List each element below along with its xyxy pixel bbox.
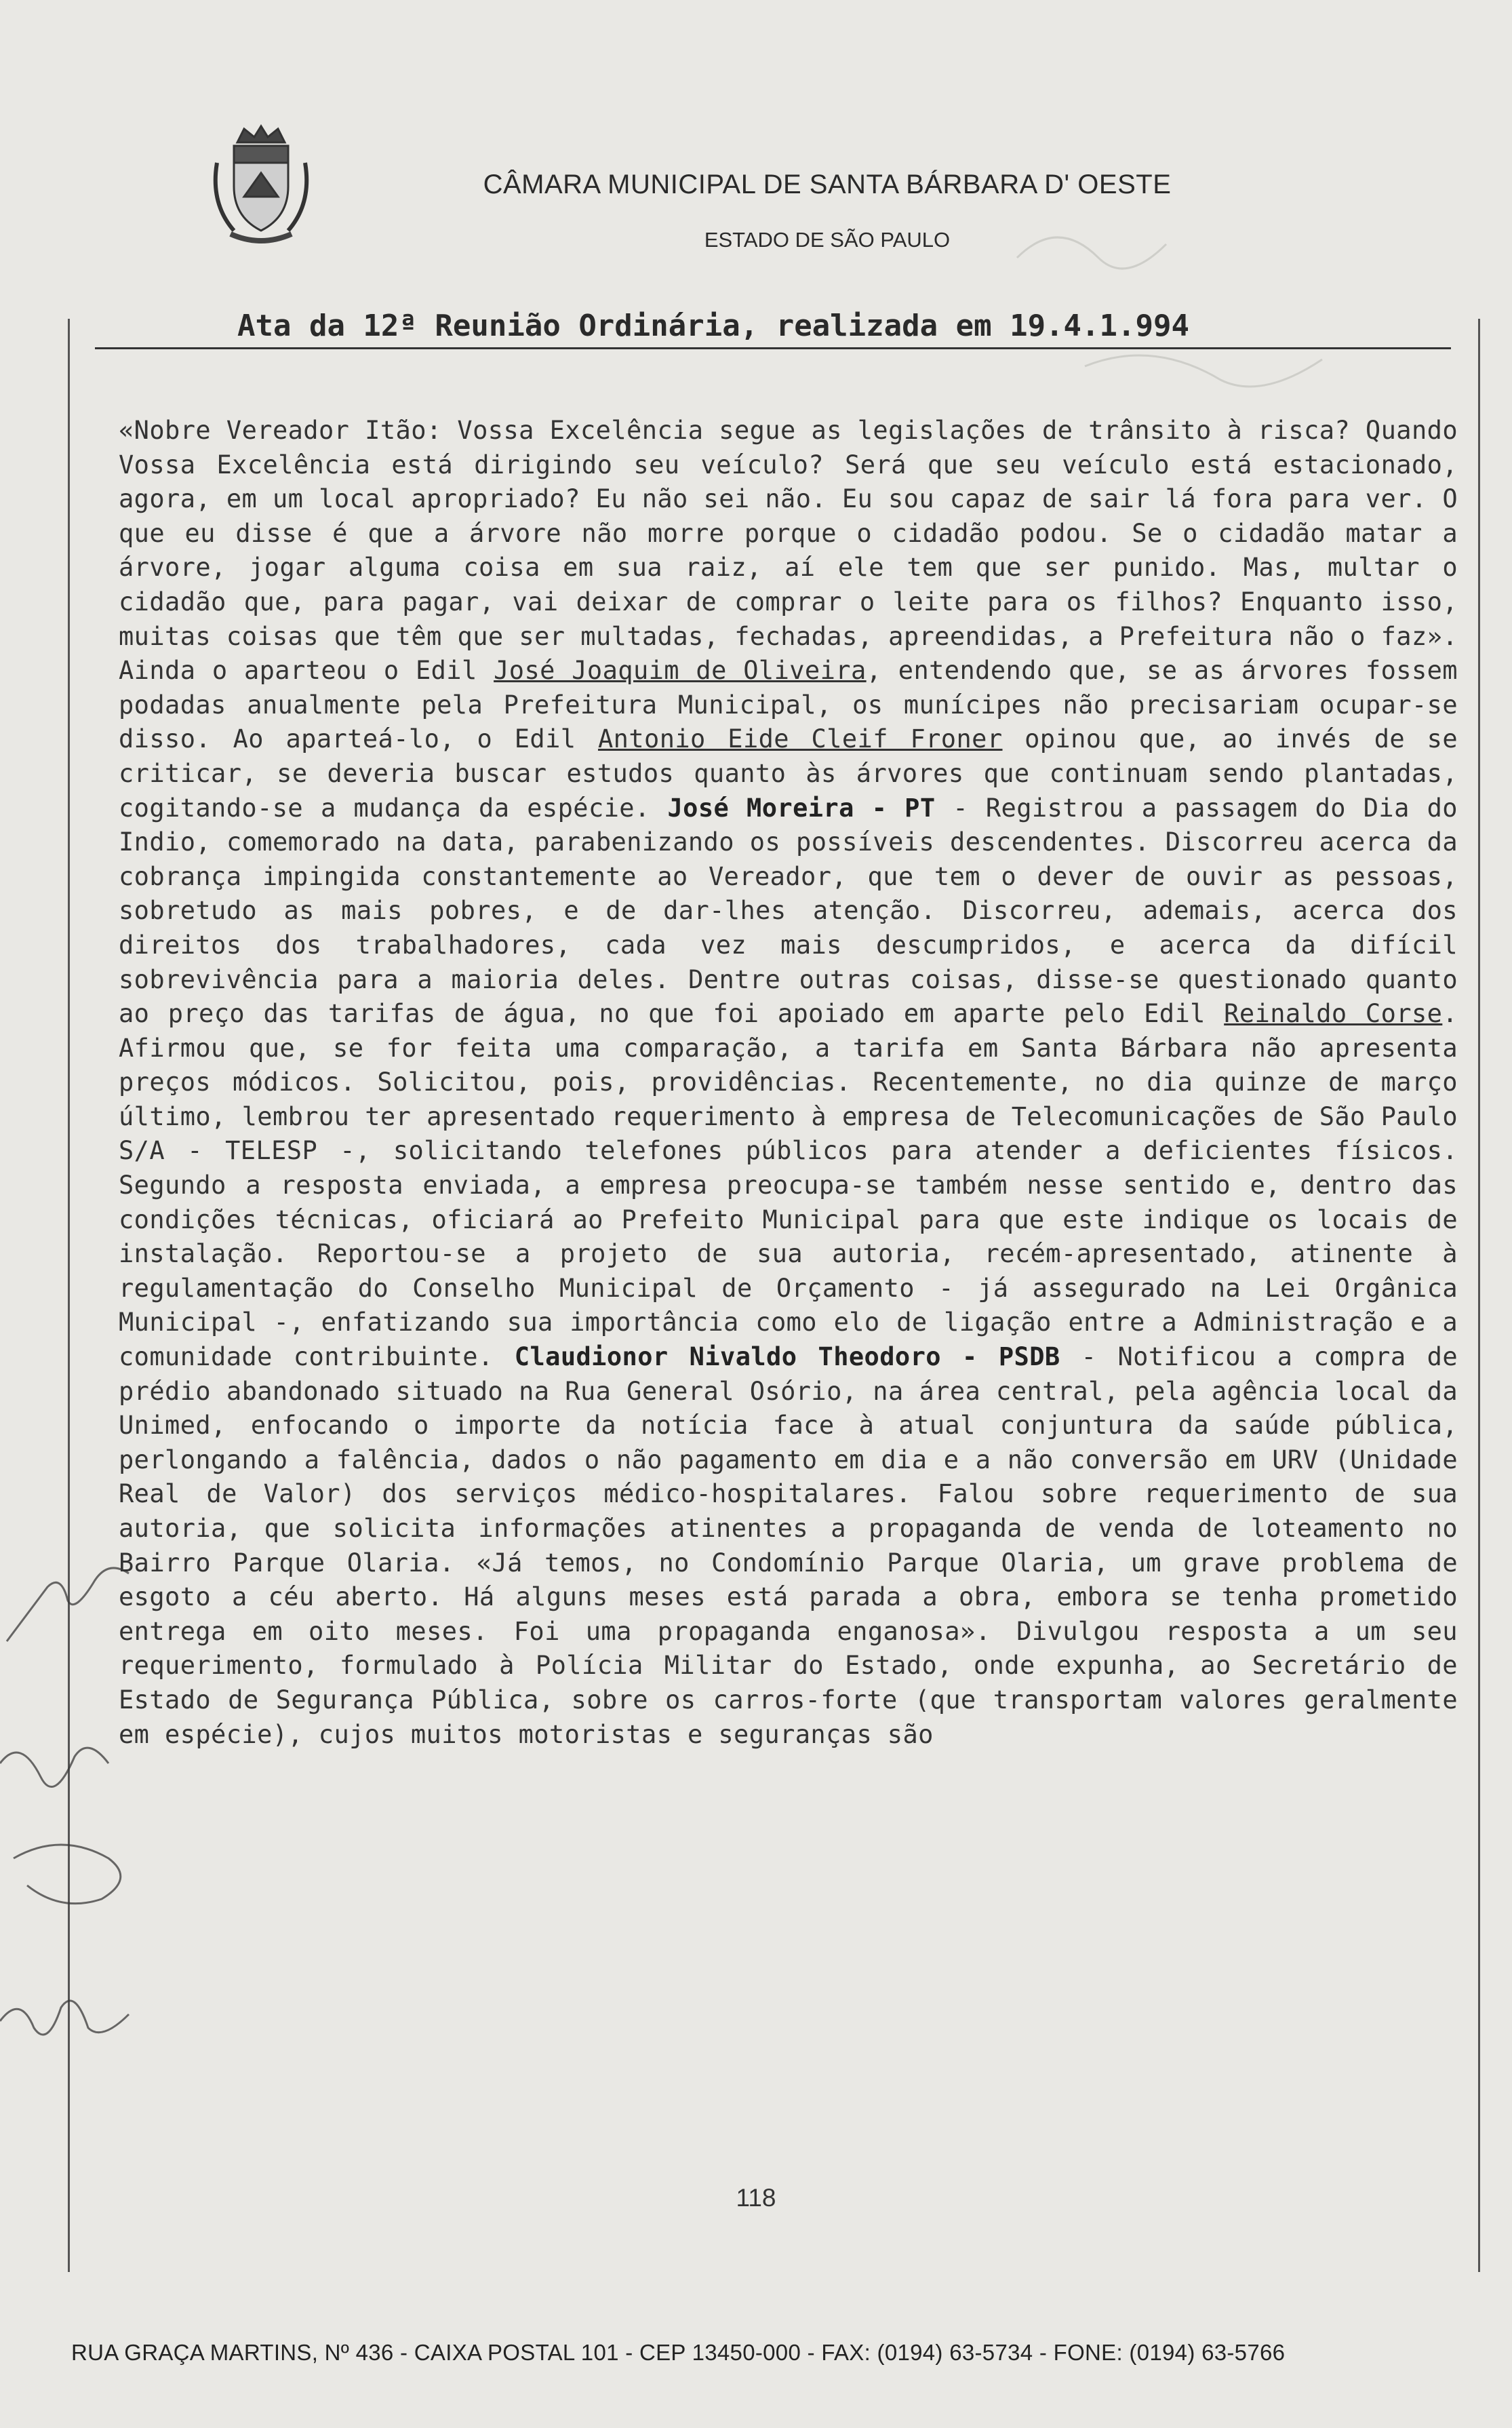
title-underline — [95, 347, 1451, 349]
right-margin-rule — [1478, 319, 1480, 2272]
text-run: - Registrou a passagem do Dia do Indio, comemorado na data, parabenizando os possíveis descendentes. Discorreu acerca da cobrança impingida constantemente ao Vereador, que tem o dever de ouvir as pessoas, sobretudo as mais pobres, e de dar-lhes atenção. Discorreu, ademais, acerca dos direitos dos trabalhadores, cada vez mais descumpridos, e acerca da difícil sobrevivência para a maioria deles. Dentre outras coisas, disse-se questionado quanto ao preço das tarifas de água, no que foi apoiado em aparte pelo Edil — [119, 793, 1458, 1029]
minutes-title: Ata da 12ª Reunião Ordinária, realizada em 19.4.1.994 — [237, 309, 1189, 343]
speaker-heading: Claudionor Nivaldo Theodoro - PSDB — [514, 1342, 1060, 1372]
state-name: ESTADO DE SÃO PAULO — [704, 228, 951, 252]
councilor-name: José Joaquim de Oliveira — [494, 656, 867, 686]
body-paragraph — [119, 414, 1458, 1752]
signature-stroke — [0, 1748, 108, 1786]
signature-stroke — [0, 2001, 129, 2035]
coat-of-arms-icon — [207, 122, 315, 251]
minutes-body — [119, 414, 1458, 1752]
faint-signature-stroke — [1085, 355, 1322, 387]
institution-name: CÂMARA MUNICIPAL DE SANTA BÁRBARA D' OESTE — [483, 170, 1172, 199]
page-number: 118 — [736, 2184, 776, 2212]
footer-address: RUA GRAÇA MARTINS, Nº 436 - CAIXA POSTAL 101 - CEP 13450-000 - FAX: (0194) 63-5734 - FONE: (0194) 63-5766 — [71, 2340, 1286, 2365]
signature-stroke — [14, 1845, 121, 1904]
text-run: opinou que, ao invés de se criticar, se deveria buscar estudos quanto às árvores que continuam sendo plantadas, cogitando-se a mudança da espécie. — [119, 724, 1458, 823]
text-run: «Nobre Vereador Itão: Vossa Excelência segue as legislações de trânsito à risca? Quando Vossa Excelência está dirigindo seu veículo? Será que seu veículo está estacionado, agora, em um local apropriado? Eu não sei não. Eu sou capaz de sair lá fora para ver. O que eu disse é que a árvore não morre porque o cidadão podou. Se o cidadão matar a árvore, jogar alguma coisa em sua raiz, aí ele tem que ser punido. Mas, multar o cidadão que, para pagar, vai deixar de comprar o leite para os filhos? Enquanto isso, muitas coisas que têm que ser multadas, fechadas, apreendidas, a Prefeitura não o faz». Ainda o aparteou o Edil — [119, 416, 1458, 686]
councilor-name: Antonio Eide Cleif Froner — [597, 724, 1003, 754]
left-margin-rule — [68, 319, 70, 2272]
text-run: , entendendo que, se as árvores fossem podadas anualmente pela Prefeitura Municipal, os munícipes não precisariam ocupar-se disso. Ao aparteá-lo, o Edil — [119, 656, 1458, 754]
councilor-name: Reinaldo Corse — [1224, 999, 1443, 1029]
speaker-heading: José Moreira - PT — [667, 793, 936, 823]
text-run: . Afirmou que, se for feita uma comparação, a tarifa em Santa Bárbara não apresenta preços módicos. Solicitou, pois, providências. Recentemente, no dia quinze de março último, lembrou ter apresentado requerimento à empresa de Telecomunicações de São Paulo S/A - TELESP -, solicitando telefones públicos para atender a deficientes físicos. Segundo a resposta enviada, a empresa preocupa-se também nesse sentido e, dentro das condições técnicas, oficiará ao Prefeito Municipal para que este indique os locais de instalação. Reportou-se a projeto de sua autoria, recém-apresentado, atinente à regulamentação do Conselho Municipal de Orçamento - já assegurado na Lei Orgânica Municipal -, enfatizando sua importância como elo de ligação entre a Administração e a comunidade contribuinte. — [119, 999, 1458, 1372]
text-run: - Notificou a compra de prédio abandonado situado na Rua General Osório, na área central, pela agência local da Unimed, enfocando o importe da notícia face à atual conjuntura da saúde pública, perlongando a falência, dados o não pagamento em dia e a não conversão em URV (Unidade Real de Valor) dos serviços médico-hospitalares. Falou sobre requerimento de sua autoria, que solicita informações atinentes a propaganda de venda de loteamento no Bairro Parque Olaria. «Já temos, no Condomínio Parque Olaria, um grave problema de esgoto a céu aberto. Há alguns meses está parada a obra, embora se tenha prometido entrega em oito meses. Foi uma propaganda enganosa». Divulgou resposta a um seu requerimento, formulado à Polícia Militar do Estado, onde expunha, ao Secretário de Estado de Segurança Pública, sobre os carros-forte (que transportam valores geralmente em espécie), cujos muitos motoristas e seguranças são — [119, 1342, 1458, 1749]
